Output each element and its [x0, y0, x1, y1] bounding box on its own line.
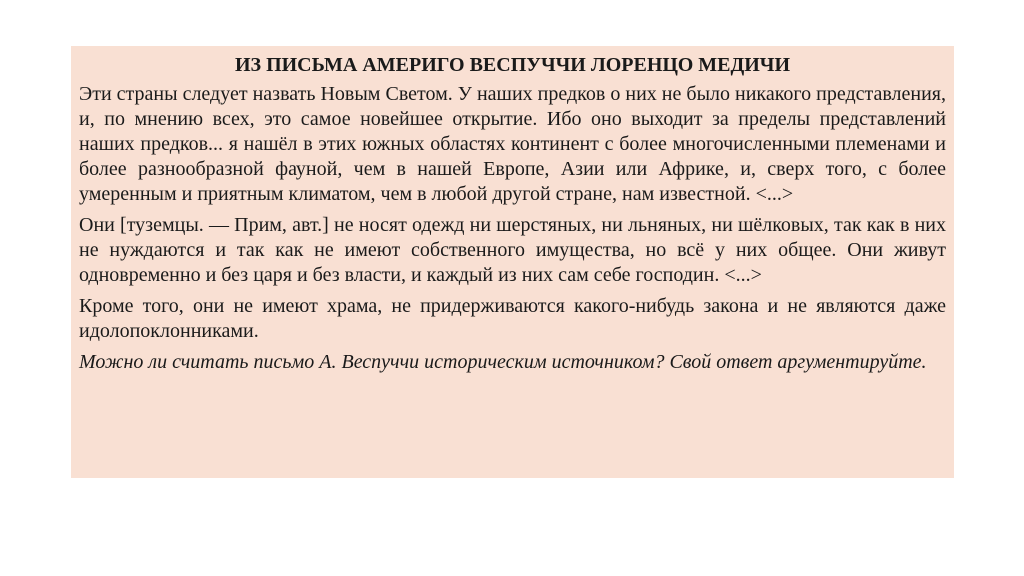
question-text: Можно ли считать письмо А. Веспуччи историческим источником? Свой ответ аргументируйте.	[79, 351, 927, 373]
paragraph-natives: Они [туземцы. — Прим, авт.] не носят одежд ни шерстяных, ни льняных, ни шёлковых, так как в них не нуждаются и так как не имеют собственного имущества, но всё у них общее. Они живут одновременно и без царя и без власти, и каждый из них сам себе господин. <...>	[79, 214, 946, 286]
paragraph-religion: Кроме того, они не имеют храма, не придерживаются какого-нибудь закона и не являются даже идолопоклонниками.	[79, 295, 946, 342]
paragraph-new-world: Эти страны следует назвать Новым Светом. У наших предков о них не было никакого представления, и, по мнению всех, это самое новейшее открытие. Ибо оно выходит за пределы представлений наших предков... я нашёл в этих южных областях континент с более многочисленными племенами и более разнообразной фауной, чем в нашей Европе, Азии или Африке, и, сверх того, с более умеренным и приятным климатом, чем в любой другой стране, нам известной. <...>	[79, 83, 946, 205]
text-panel	[71, 46, 954, 478]
document-title: ИЗ ПИСЬМА АМЕРИГО ВЕСПУЧЧИ ЛОРЕНЦО МЕДИЧИ	[234, 54, 791, 76]
